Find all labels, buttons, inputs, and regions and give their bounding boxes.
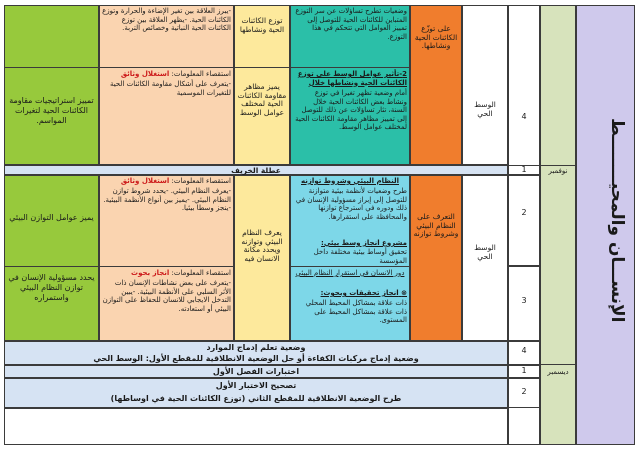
project-body-2: تحقيق أوساط بيئية مختلفة داخل المؤسسة — [313, 248, 407, 265]
values-top: -يبرز العلاقة بين تغير الإضاءة والحرارة وتوزع الكائنات الحية. -يظهر العلاقة بين توزع الكائنات الحية النباتية وخصائص التربة. — [102, 7, 231, 33]
values-tag: استغلال وثائق — [120, 70, 170, 78]
values-tag-2: استغلال وثائق — [120, 177, 170, 185]
autumn-break: عطلة الخريف — [231, 166, 281, 175]
values-tag-3: انجاز بحوث — [131, 269, 170, 277]
week-number: 1 — [521, 366, 527, 375]
resource-top: توزع الكائنات الحية ونشاطها — [239, 16, 285, 34]
integration-line2: وضعية إدماج مركبات الكفاءة أو حل الوضعية الانطلاقية للمقطع الأول: الوسط الحي — [93, 354, 419, 363]
resource-2: يعرف النظام البيئي وتوازنه ويحدد مكانة الانسان فيه — [241, 228, 283, 263]
row3-divider-eval — [4, 266, 99, 267]
month-november: نوفمبر — [548, 167, 568, 175]
competence-text: على توزّع الكائنات الحية ونشاطها. — [414, 24, 458, 51]
correction-line1: تصحيح الاختبار الأول — [215, 381, 297, 390]
situations-intro: وضعيات تطرح تساؤلات عن سر التوزع المتباين للكائنات الحية للتوصل إلى تمييز العوامل التي تتحكم في هذا التوزع. — [295, 7, 407, 41]
situations-subtitle: 2-تأثير عوامل الوسط على توزع الكائنات الحية ونشاطها خلال — [297, 70, 407, 87]
month-december: ديسمبر — [547, 368, 569, 376]
project-title-2: مشروع انجاز وسط بيئي: — [321, 239, 407, 247]
situation-body-2: طرح وضعيات لأنظمة بيئية متوازنة للتوصل إلى إبراز مسؤولية الإنسان في ذلك ودوره في استرجاع توازنها والمحافظة على استقرارها. — [295, 187, 407, 221]
close-circle-icon: ⊗ — [401, 289, 407, 297]
unit-label: الوسط الحي — [474, 243, 496, 261]
evaluation-text-3: يحدد مسؤولية الإنسان في توازن النظام البيئي واستمراره — [8, 273, 95, 302]
project-title-3 — [291, 288, 409, 298]
values-body-2: -يعرف النظام البيئي. -يحدد شروط توازن النظام البيئي. -يميز بين أنواع الأنظمة البيئية. -ينجز وسطا بيئيا. — [103, 187, 231, 213]
evaluation-text-2: يميز عوامل التوازن البيئي — [9, 213, 94, 222]
role-title-3: دور الانسان في استقرار النظام البيئي — [295, 269, 405, 277]
unit-column — [462, 5, 508, 165]
exams-line: اختبارات الفصل الأول — [212, 367, 300, 376]
theme-title: الإنســـان والمحيــــــــط — [607, 117, 627, 323]
values-label-2: استقصاء المعلومات: — [171, 177, 231, 185]
project-title-3-text: انجاز تحقيقات وبحوث: — [320, 289, 399, 297]
values-label: استقصاء المعلومات: — [171, 70, 231, 78]
competence-text-2: التعرف على النظام البيئي وشروط توازنه — [413, 212, 459, 239]
evaluation-column — [4, 5, 99, 165]
competence-column-2 — [410, 175, 462, 341]
situation-title-2: النظام البيئي وشروط توازنه — [301, 177, 399, 185]
empty-row — [4, 408, 508, 445]
week-number: 4 — [521, 112, 527, 121]
week-sep-2 — [508, 175, 540, 266]
row3-divider-situations — [290, 266, 410, 267]
week-number: 3 — [521, 296, 527, 305]
week-number: 2 — [521, 387, 527, 396]
row1-divider-situations — [290, 67, 410, 68]
values-label-3: استقصاء المعلومات: — [171, 269, 231, 277]
situations-description: أمام وضعية تظهر تغيرا في توزع ونشاط بعض الكائنات الحية خلال السنة، تثار تساؤلات عن ذلك للتوصل إلى تمييز مظاهر مقاومة الكائنات الحية لمختلف عوامل الوسط. — [295, 89, 407, 132]
week-number: 4 — [521, 346, 527, 355]
month-sep — [540, 165, 576, 365]
row1-divider-values — [99, 67, 234, 68]
row1-divider-resources — [234, 67, 290, 68]
row3-divider-values — [99, 266, 234, 267]
values-heading-3 — [100, 268, 233, 278]
resource-bottom: يميز مظاهر مقاومة الكائنات الحية لمختلف عوامل الوسط — [237, 82, 287, 117]
row1-divider-eval — [4, 67, 99, 68]
integration-line1: وضعية تعلم إدماج الموارد — [206, 343, 306, 352]
values-heading — [100, 69, 233, 79]
unit-label: الوسط الحي — [474, 100, 496, 118]
week-number: 1 — [521, 165, 527, 174]
values-body-3: -يتعرف على بعض نشاطات الإنسان ذات الأثر السلبي على الأنظمة البيئية. -يبين التدخل الايجابي للانسان للحفاظ على التوازن البيئي أو استعادته. — [102, 279, 231, 313]
project-body-3: ذات علاقة بمشاكل المحيط المحلي ذات علاقة بمشاكل المحيط على المستوى. — [305, 299, 407, 325]
values-bottom: -يتعرف على أشكال مقاومة الكائنات الحية للتغيرات الموسمية — [109, 80, 231, 97]
evaluation-text: تمييز استراتيجيات مقاومة الكائنات الحية لتغيرات المواسم. — [9, 96, 94, 125]
week-number: 2 — [521, 208, 527, 217]
values-heading-2 — [100, 176, 233, 186]
correction-line2: طرح الوضعية الانطلاقية للمقطع الثاني (توزع الكائنات الحية في اوساطها) — [110, 394, 402, 403]
